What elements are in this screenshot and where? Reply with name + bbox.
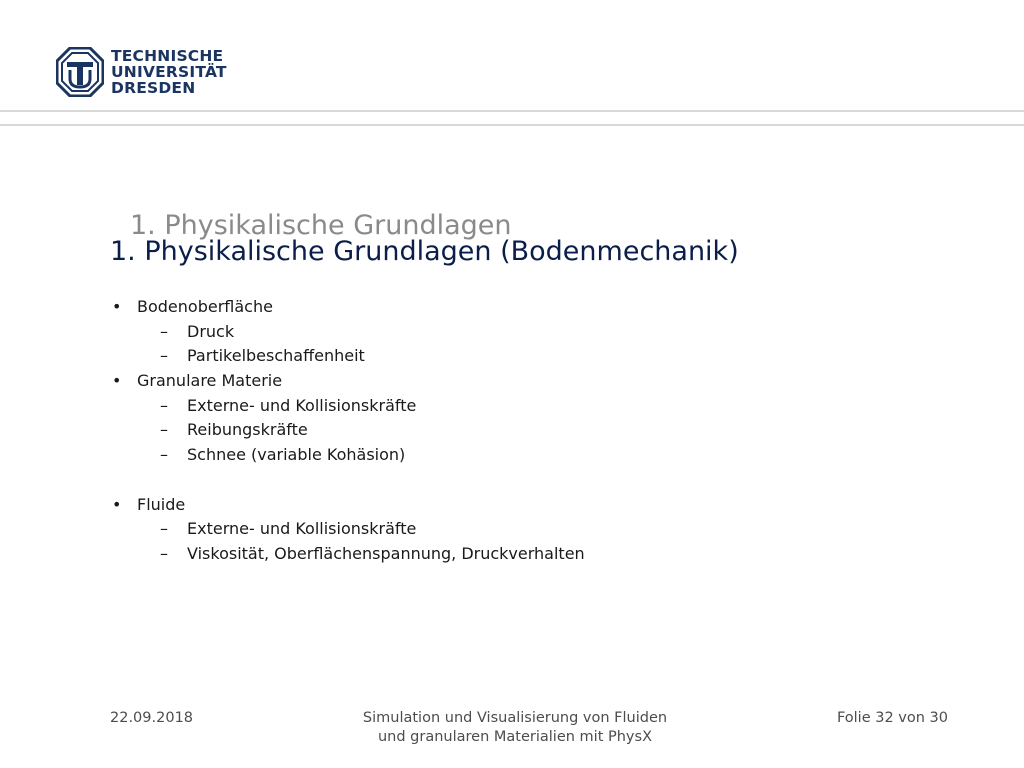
sub-bullet-label: Reibungskräfte — [187, 420, 308, 440]
bullet-marker: • — [112, 494, 122, 514]
footer-date: 22.09.2018 — [110, 710, 194, 726]
tu-dresden-logo — [56, 47, 226, 99]
tu-dresden-emblem-icon — [56, 47, 104, 97]
sub-bullet-item — [110, 394, 910, 419]
logo-wordmark — [111, 48, 227, 96]
header-rule-bottom — [0, 124, 1024, 126]
slide-title: 1. Physikalische Grundlagen (Bodenmechanik) — [110, 236, 739, 267]
logo-line: TECHNISCHE — [111, 47, 224, 65]
footer-title-line: und granularen Materialien mit PhysX — [377, 729, 653, 745]
ghost-slide-title: 1. Physikalische Grundlagen — [130, 210, 512, 241]
sub-bullet-item — [110, 443, 910, 468]
sub-bullet-marker: – — [160, 543, 168, 563]
sub-bullet-item — [110, 517, 910, 542]
sub-bullet-item — [110, 418, 910, 443]
sub-bullet-label: Partikelbeschaffenheit — [187, 346, 365, 366]
sub-bullet-marker: – — [160, 395, 168, 415]
sub-bullet-label: Externe- und Kollisionskräfte — [187, 519, 417, 539]
footer-title-line: Simulation und Visualisierung von Fluiden — [362, 710, 668, 726]
sub-bullet-marker: – — [160, 346, 168, 366]
sub-bullet-marker: – — [160, 420, 168, 440]
logo-line: DRESDEN — [111, 79, 196, 97]
sub-bullet-marker: – — [160, 445, 168, 465]
list-spacer — [110, 468, 910, 493]
sub-bullet-label: Viskosität, Oberflächenspannung, Druckverhalten — [187, 543, 585, 563]
bullet-label: Bodenoberfläche — [137, 297, 273, 316]
footer-slide-number: Folie 32 von 30 — [836, 710, 948, 726]
sub-bullet-label: Druck — [187, 321, 235, 341]
bullet-item — [110, 369, 910, 394]
bullet-list — [110, 295, 910, 567]
sub-bullet-item — [110, 320, 910, 345]
sub-bullet-marker: – — [160, 519, 168, 539]
sub-bullet-label: Schnee (variable Kohäsion) — [187, 445, 406, 465]
bullet-marker: • — [112, 297, 122, 316]
bullet-item — [110, 493, 910, 518]
footer-presentation-title — [363, 709, 667, 747]
bullet-label: Fluide — [137, 494, 186, 514]
sub-bullet-item — [110, 542, 910, 567]
sub-bullet-label: Externe- und Kollisionskräfte — [187, 395, 417, 415]
sub-bullet-item — [110, 344, 910, 369]
bullet-label: Granulare Materie — [137, 371, 283, 391]
logo-line: UNIVERSITÄT — [111, 63, 227, 81]
bullet-marker: • — [112, 371, 122, 391]
bullet-item — [110, 295, 910, 320]
header-rule-top — [0, 110, 1024, 112]
sub-bullet-marker: – — [160, 321, 168, 341]
